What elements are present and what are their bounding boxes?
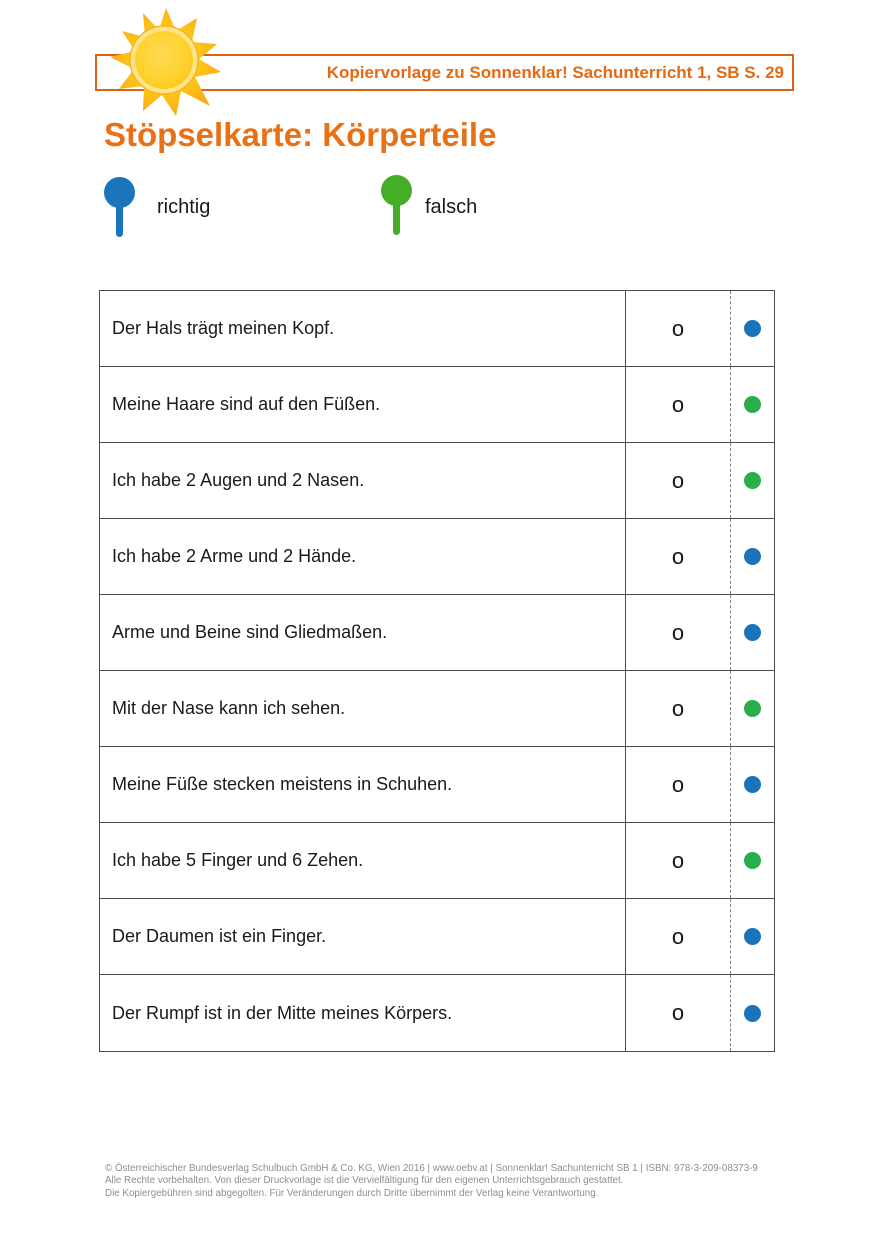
answer-cell: [731, 975, 774, 1051]
banner-text: Kopiervorlage zu Sonnenklar! Sachunterricht 1, SB S. 29: [326, 62, 784, 82]
statement-row: [100, 367, 774, 443]
statement-row: [100, 975, 774, 1051]
marker-o: o: [671, 1000, 685, 1025]
statement-text: Arme und Beine sind Gliedmaßen.: [112, 622, 388, 642]
legend-label-falsch: falsch: [425, 196, 478, 218]
answer-dot: [744, 320, 761, 337]
marker-o: o: [671, 923, 685, 949]
marker-o: o: [671, 467, 685, 493]
statement-text: Ich habe 2 Arme und 2 Hände.: [112, 546, 357, 566]
answer-dot: [744, 396, 761, 413]
answer-cell: [731, 291, 774, 366]
marker-cell: [625, 823, 731, 898]
statement-row: [100, 823, 774, 899]
marker-o: o: [671, 619, 685, 645]
answer-cell: [731, 367, 774, 442]
statement-text: Der Daumen ist ein Finger.: [112, 926, 327, 946]
answer-cell: [731, 747, 774, 822]
sun-icon: [100, 6, 232, 118]
statement-row: [100, 671, 774, 747]
answer-cell: [731, 595, 774, 670]
footer-line: © Österreichischer Bundesverlag Schulbuch GmbH & Co. KG, Wien 2016 | www.oebv.at | Sonnenklar! Sachunterricht SB 1 | ISBN: 978-3-209-08373-9: [105, 1163, 758, 1174]
richtig-pin-icon: [104, 177, 135, 237]
statement-cell: [100, 823, 625, 898]
statement-text: Der Hals trägt meinen Kopf.: [112, 318, 335, 338]
answer-cell: [731, 823, 774, 898]
footer-line: Alle Rechte vorbehalten. Von dieser Druckvorlage ist die Vervielfältigung für den eigenen Unterrichtsgebrauch gestattet.: [105, 1175, 624, 1187]
marker-cell: [625, 519, 731, 594]
statement-cell: [100, 519, 625, 594]
statement-cell: [100, 747, 625, 822]
marker-o: o: [671, 315, 685, 341]
footer-line: Die Kopiergebühren sind abgegolten. Für Veränderungen durch Dritte übernimmt der Verlag keine Verantwortung.: [105, 1187, 599, 1199]
statement-text: Meine Haare sind auf den Füßen.: [112, 394, 381, 414]
answer-dot: [744, 548, 761, 565]
answer-cell: [731, 443, 774, 518]
statement-row: [100, 519, 774, 595]
answer-dot: [744, 624, 761, 641]
statement-row: [100, 595, 774, 671]
statement-text: Meine Füße stecken meistens in Schuhen.: [112, 774, 453, 794]
statement-cell: [100, 671, 625, 746]
pin-stem: [116, 204, 123, 237]
statement-row: [100, 443, 774, 519]
statement-text: Mit der Nase kann ich sehen.: [112, 698, 346, 718]
marker-o: o: [671, 543, 685, 569]
answer-cell: [731, 671, 774, 746]
marker-cell: [625, 443, 731, 518]
statement-text: Ich habe 2 Augen und 2 Nasen.: [112, 470, 365, 490]
answer-dot: [744, 776, 761, 793]
statement-cell: [100, 443, 625, 518]
marker-o: o: [671, 695, 685, 721]
marker-o: o: [671, 771, 685, 797]
statement-row: [100, 747, 774, 823]
statements-table: [99, 290, 775, 1052]
statement-text: Der Rumpf ist in der Mitte meines Körpers.: [112, 1002, 453, 1023]
answer-dot: [744, 472, 761, 489]
answer-dot: [744, 700, 761, 717]
pin-stem: [393, 202, 400, 235]
statement-cell: [100, 367, 625, 442]
marker-cell: [625, 747, 731, 822]
page-title: Stöpselkarte: Körperteile: [104, 116, 497, 153]
statement-cell: [100, 899, 625, 974]
statement-cell: [100, 975, 625, 1051]
answer-cell: [731, 519, 774, 594]
statement-row: [100, 899, 774, 975]
footer: [105, 1163, 805, 1200]
statement-cell: [100, 291, 625, 366]
marker-o: o: [671, 847, 685, 873]
legend-label-richtig: richtig: [157, 196, 211, 218]
statement-cell: [100, 595, 625, 670]
marker-cell: [625, 899, 731, 974]
answer-dot: [744, 852, 761, 869]
statement-text: Ich habe 5 Finger und 6 Zehen.: [112, 850, 364, 870]
marker-cell: [625, 291, 731, 366]
falsch-pin-icon: [381, 175, 412, 235]
answer-dot: [744, 928, 761, 945]
marker-cell: [625, 595, 731, 670]
marker-cell: [625, 367, 731, 442]
answer-cell: [731, 899, 774, 974]
statement-row: [100, 291, 774, 367]
answer-dot: [744, 1005, 761, 1022]
marker-cell: [625, 671, 731, 746]
marker-cell: [625, 975, 731, 1051]
marker-o: o: [671, 391, 685, 417]
